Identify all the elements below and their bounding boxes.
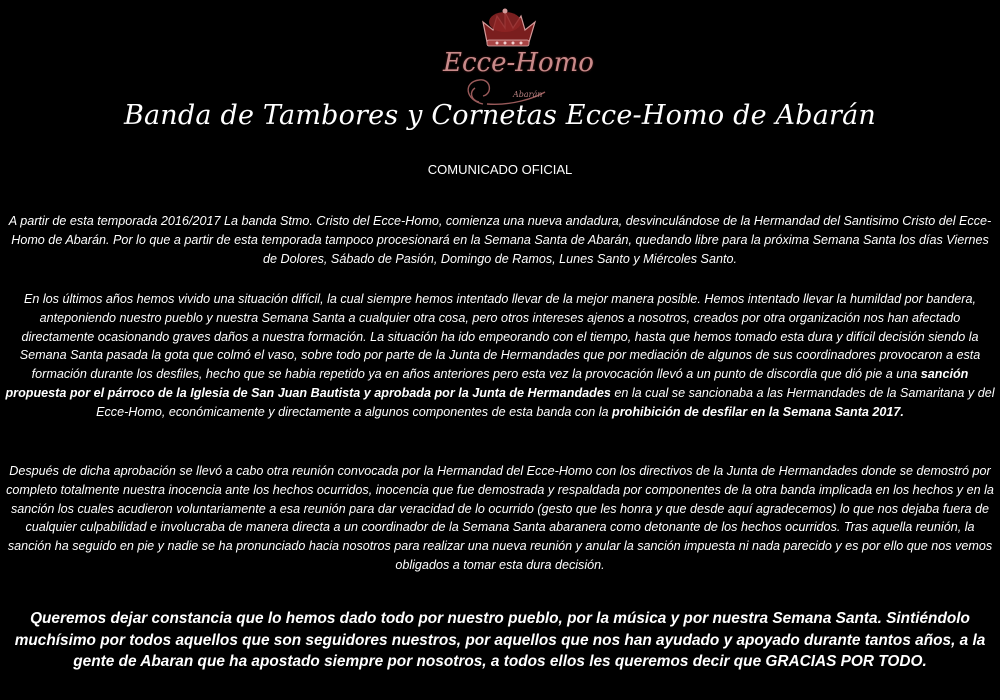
- closing-statement: Queremos dejar constancia que lo hemos dado todo por nuestro pueblo, por la música y por nuestra Semana Santa. Sintiéndolo muchísimo por todos aquellos que son seguidores nuestros, por aquellos que nos han ayudado y apoyado durante tantos años, a la gente de Abaran que ha apostado siempre por nosotros, a todos ellos les queremos decir que GRACIAS POR TODO.: [14, 610, 986, 670]
- statement-heading: COMUNICADO OFICIAL: [427, 162, 573, 177]
- paragraph-3: Después de dicha aprobación se llevó a cabo otra reunión convocada por la Hermandad del Ecce-Homo con los directivos de la Junta de Hermandades donde se demostró por completo totalmente nuestra inocencia ante los hechos ocurridos, inocencia que fue demostrada y respaldada por componentes de la otra banda implicada en los hechos y en la sanción los cuales acudieron voluntariamente a esa reunión para dar veracidad de lo ocurrido (gesto que les honra y que desde aquí agradecemos) lo que nos dejaba fuera de cualquier culpabilidad e involucraba de manera directa a un coordinador de la Semana Santa abaranera como detonante de los hechos ocurridos. Tras aquella reunión, la sanción ha seguido en pie y nadie se ha pronunciado hacia nosotros para realizar una nueva reunión y anular la sanción impuesta ni nada parecido y es por ello que nos vemos obligados a tomar esta dura decisión.: [6, 464, 994, 572]
- paragraph-2-text-c: en la cual se sancionaba a las Hermandades de la Samaritana y del Ecce-Homo, económicamente y directamente a algunos componentes de esta banda con la: [96, 385, 995, 419]
- paragraph-2-text-a: En los últimos años hemos vivido una situación difícil, la cual siempre hemos intentado llevar de la mejor manera posible. Hemos intentado llevar la humildad por bandera, anteponiendo nuestro pueblo y nuestra Semana Santa a cualquier otra cosa, pero otros intereses ajenos a nosotros, creados por otra organización nos han afectado directamente ocasionando graves daños a nuestra formación. La situación ha ido empeorando con el tiempo, hasta que hemos tomado esta dura y difícil decisión siendo la Semana Santa pasada la gota que colmó el vaso, sobre todo por parte de la Junta de Hermandades que por mediación de algunos de sus coordinadores provocaron a esta formación durante los desfiles, hecho que se habia repetido ya en años anteriores pero esta vez la provocación llevó a un punto de discordia que dió pie a una: [19, 292, 981, 382]
- band-logo: [425, 8, 594, 108]
- logo-text: Ecce-Homo: [443, 48, 594, 78]
- paragraph-2-bold-sanction: sanción propuesta por el párroco de la Iglesia de San Juan Bautista y aprobada por la Junta de Hermandades: [5, 367, 969, 400]
- paragraph-2: [4, 290, 996, 422]
- logo-subtext: Abarán: [513, 90, 543, 99]
- paragraph-1: A partir de esta temporada 2016/2017 La banda Stmo. Cristo del Ecce-Homo, comienza una nueva andadura, desvinculándose de la Hermandad del Santisimo Cristo del Ecce-Homo de Abarán. Por lo que a partir de esta temporada tampoco procesionará en la Semana Santa de Abarán, quedando libre para la próxima Semana Santa los días Viernes de Dolores, Sábado de Pasión, Domingo de Ramos, Lunes Santo y Miércoles Santo.: [8, 214, 992, 266]
- page-title: Banda de Tambores y Cornetas Ecce-Homo de Abarán: [123, 100, 877, 131]
- paragraph-2-bold-prohibition: prohibición de desfilar en la Semana Santa 2017.: [612, 404, 904, 419]
